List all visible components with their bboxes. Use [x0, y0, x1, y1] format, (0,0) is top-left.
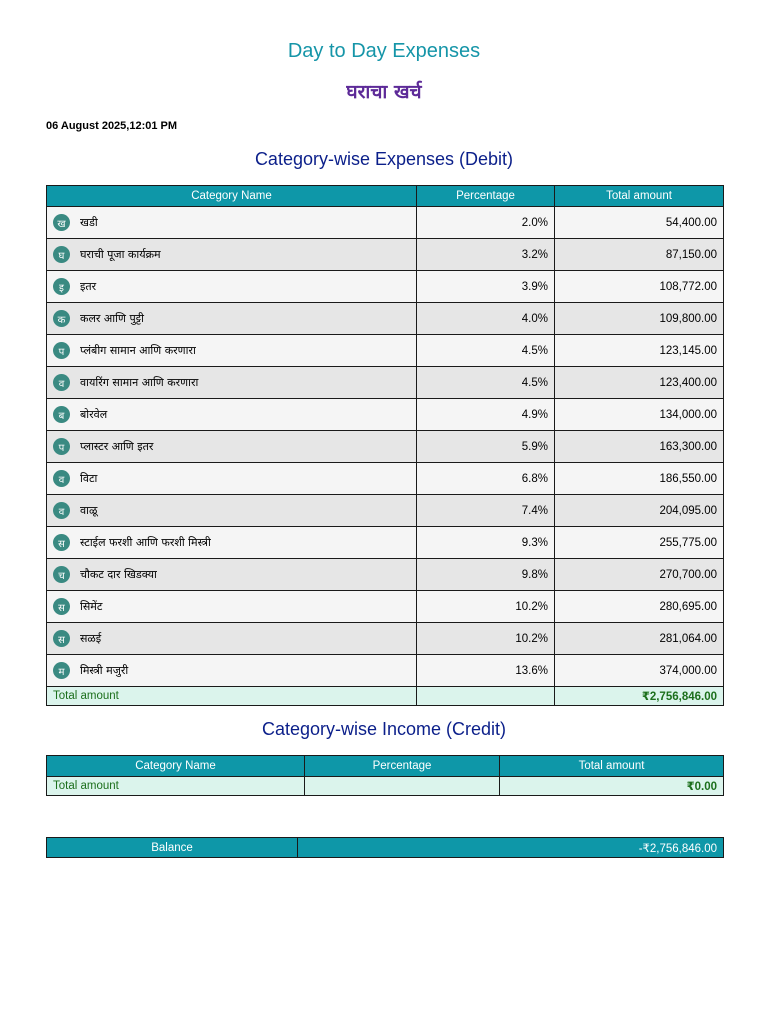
category-name: वाळू — [80, 504, 98, 517]
category-name: मिस्त्री मजुरी — [80, 664, 129, 677]
page-title: Day to Day Expenses — [287, 40, 481, 62]
percentage-cell: 4.5% — [417, 335, 555, 367]
category-name: सिमेंट — [80, 600, 103, 613]
percentage-cell: 5.9% — [417, 431, 555, 463]
category-initial-badge: व — [53, 502, 70, 519]
total-percentage-cell — [417, 687, 555, 706]
balance-table — [46, 837, 724, 858]
category-cell — [47, 431, 417, 463]
percentage-cell: 3.2% — [417, 239, 555, 271]
table-row — [47, 527, 724, 559]
expenses-section-title: Category-wise Expenses (Debit) — [254, 149, 514, 169]
percentage-cell: 13.6% — [417, 655, 555, 687]
category-name: विटा — [80, 472, 98, 485]
category-cell — [47, 495, 417, 527]
amount-cell: 281,064.00 — [555, 623, 724, 655]
table-row — [47, 623, 724, 655]
amount-cell: 134,000.00 — [555, 399, 724, 431]
amount-cell: 108,772.00 — [555, 271, 724, 303]
category-cell — [47, 623, 417, 655]
column-header-percentage: Percentage — [417, 186, 555, 207]
amount-cell: 186,550.00 — [555, 463, 724, 495]
category-cell — [47, 239, 417, 271]
income-header-row — [47, 756, 724, 777]
category-name: खडी — [80, 216, 98, 229]
percentage-cell: 9.8% — [417, 559, 555, 591]
income-table — [46, 755, 724, 796]
category-cell — [47, 463, 417, 495]
category-name: इतर — [80, 280, 97, 293]
table-row — [47, 239, 724, 271]
total-label: Total amount — [47, 687, 417, 706]
category-name: स्टाईल फरशी आणि फरशी मिस्त्री — [80, 536, 211, 549]
total-value: ₹0.00 — [500, 777, 724, 796]
category-initial-badge: ब — [53, 406, 70, 423]
category-initial-badge: प — [53, 342, 70, 359]
report-datetime: 06 August 2025,12:01 PM — [46, 120, 178, 132]
column-header-category: Category Name — [47, 186, 417, 207]
amount-cell: 270,700.00 — [555, 559, 724, 591]
percentage-cell: 6.8% — [417, 463, 555, 495]
category-cell — [47, 207, 417, 239]
category-cell — [47, 591, 417, 623]
category-name: चौकट दार खिडक्या — [80, 568, 157, 581]
category-initial-badge: स — [53, 534, 70, 551]
table-row — [47, 431, 724, 463]
column-header-category: Category Name — [47, 756, 305, 777]
category-cell — [47, 303, 417, 335]
balance-value: -₹2,756,846.00 — [298, 838, 724, 858]
percentage-cell: 2.0% — [417, 207, 555, 239]
table-row — [47, 271, 724, 303]
category-name: बोरवेल — [80, 408, 108, 421]
category-initial-badge: इ — [53, 278, 70, 295]
category-cell — [47, 399, 417, 431]
table-row — [47, 559, 724, 591]
total-value: ₹2,756,846.00 — [555, 687, 724, 706]
category-initial-badge: व — [53, 470, 70, 487]
category-name: प्लास्टर आणि इतर — [80, 440, 154, 453]
column-header-percentage: Percentage — [305, 756, 500, 777]
percentage-cell: 3.9% — [417, 271, 555, 303]
table-row — [47, 207, 724, 239]
percentage-cell: 10.2% — [417, 591, 555, 623]
table-row — [47, 399, 724, 431]
category-cell — [47, 655, 417, 687]
amount-cell: 163,300.00 — [555, 431, 724, 463]
category-name: प्लंबीग सामान आणि करणारा — [80, 344, 196, 357]
amount-cell: 204,095.00 — [555, 495, 724, 527]
table-row — [47, 335, 724, 367]
balance-row — [47, 838, 724, 858]
total-percentage-cell — [305, 777, 500, 796]
category-initial-badge: क — [53, 310, 70, 327]
category-name: घराची पूजा कार्यक्रम — [80, 248, 161, 261]
category-initial-badge: ख — [53, 214, 70, 231]
income-total-row — [47, 777, 724, 796]
table-row — [47, 591, 724, 623]
category-cell — [47, 527, 417, 559]
category-name: वायरिंग सामान आणि करणारा — [80, 376, 199, 389]
category-initial-badge: प — [53, 438, 70, 455]
amount-cell: 109,800.00 — [555, 303, 724, 335]
balance-label: Balance — [47, 838, 298, 858]
category-name: कलर आणि पुट्टी — [80, 312, 144, 325]
category-name: सळई — [80, 632, 102, 645]
percentage-cell: 7.4% — [417, 495, 555, 527]
category-initial-badge: स — [53, 598, 70, 615]
category-cell — [47, 271, 417, 303]
table-row — [47, 463, 724, 495]
table-row — [47, 367, 724, 399]
amount-cell: 123,400.00 — [555, 367, 724, 399]
amount-cell: 255,775.00 — [555, 527, 724, 559]
percentage-cell: 4.5% — [417, 367, 555, 399]
table-row — [47, 495, 724, 527]
table-row — [47, 655, 724, 687]
page-subtitle: घराचा खर्च — [346, 81, 422, 103]
column-header-amount: Total amount — [555, 186, 724, 207]
percentage-cell: 4.0% — [417, 303, 555, 335]
category-initial-badge: च — [53, 566, 70, 583]
amount-cell: 374,000.00 — [555, 655, 724, 687]
category-initial-badge: घ — [53, 246, 70, 263]
amount-cell: 54,400.00 — [555, 207, 724, 239]
total-label: Total amount — [47, 777, 305, 796]
category-initial-badge: स — [53, 630, 70, 647]
category-cell — [47, 559, 417, 591]
amount-cell: 123,145.00 — [555, 335, 724, 367]
expenses-total-row — [47, 687, 724, 706]
category-initial-badge: व — [53, 374, 70, 391]
expenses-header-row — [47, 186, 724, 207]
amount-cell: 280,695.00 — [555, 591, 724, 623]
percentage-cell: 4.9% — [417, 399, 555, 431]
expenses-table — [46, 185, 724, 706]
column-header-amount: Total amount — [500, 756, 724, 777]
percentage-cell: 9.3% — [417, 527, 555, 559]
table-row — [47, 303, 724, 335]
category-cell — [47, 335, 417, 367]
category-cell — [47, 367, 417, 399]
percentage-cell: 10.2% — [417, 623, 555, 655]
category-initial-badge: म — [53, 662, 70, 679]
income-section-title: Category-wise Income (Credit) — [261, 719, 507, 739]
amount-cell: 87,150.00 — [555, 239, 724, 271]
